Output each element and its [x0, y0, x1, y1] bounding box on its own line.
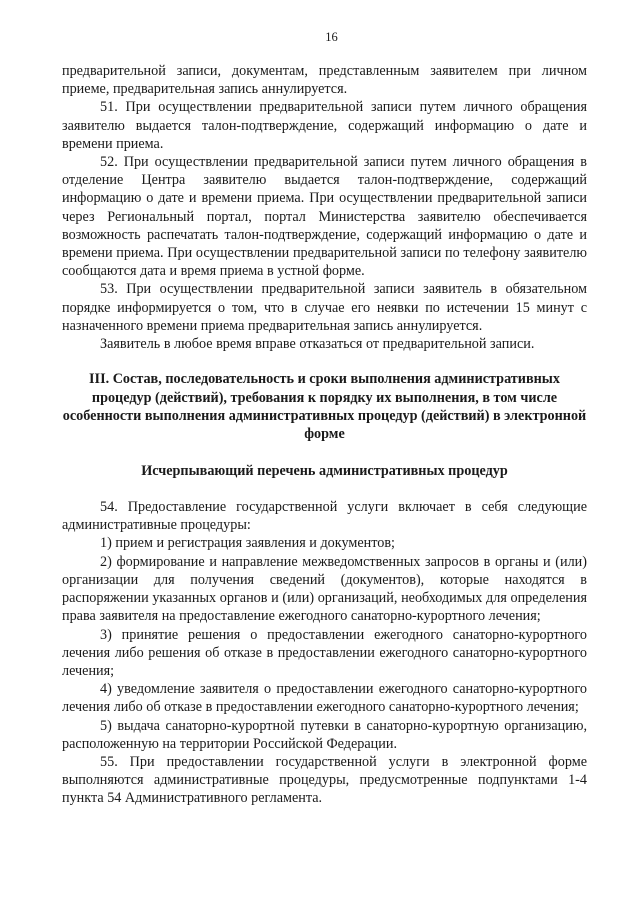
list-item-2: 2) формирование и направление межведомственных запросов в органы и (или) организации для получения сведений (документов), которые находятся в распоряжении указанных органов и (или) организаций, необходимых для определения права заявителя на предоставление ежегодного санаторно-курортного лечения;: [62, 553, 587, 625]
list-item-3: 3) принятие решения о предоставлении ежегодного санаторно-курортного лечения либо решения об отказе в предоставлении ежегодного санаторно-курортного лечения;: [62, 626, 587, 679]
paragraph-54: 54. Предоставление государственной услуги включает в себя следующие административные процедуры:: [62, 499, 587, 534]
list-item-4: 4) уведомление заявителя о предоставлении ежегодного санаторно-курортного лечения либо об отказе в предоставлении ежегодного санаторно-курортного лечения;: [62, 681, 587, 716]
paragraph-53: 53. При осуществлении предварительной записи заявитель в обязательном порядке информируется о том, что в случае его неявки по истечении 15 минут с назначенного времени приема предварительная запись аннулируется.: [62, 281, 587, 334]
paragraph-51: 51. При осуществлении предварительной записи путем личного обращения заявителю выдается талон-подтверждение, содержащий информацию о дате и времени приема.: [62, 99, 587, 152]
list-item-1: 1) прием и регистрация заявления и документов;: [100, 535, 395, 552]
paragraph-55: 55. При предоставлении государственной услуги в электронной форме выполняются административные процедуры, предусмотренные подпунктами 1-4 пункта 54 Административного регламента.: [62, 753, 587, 807]
list-item-5: 5) выдача санаторно-курортной путевки в санаторно-курортную организацию, расположенную на территории Российской Федерации.: [62, 717, 587, 752]
page-number: 16: [325, 30, 338, 44]
paragraph-52: 52. При осуществлении предварительной записи путем личного обращения в отделение Центра заявителю выдается талон-подтверждение, содержащий информацию о дате и времени приема. При осуществлении предварительной записи через Региональный портал, портал Министерства заявителю обеспечивается возможность распечатать талон-подтверждение, содержащий информацию о дате и времени приема. При осуществлении предварительной записи по телефону заявителю сообщаются дата и время приема в устной форме.: [62, 154, 587, 280]
paragraph-continuation: предварительной записи, документам, представленным заявителем при личном приеме, предварительная запись аннулируется.: [62, 63, 587, 98]
section-heading: III. Состав, последовательность и сроки выполнения административных процедур (действий), требования к порядку их выполнения, в том числе особенности выполнения административных процедур (действий) в электронной форме: [62, 371, 587, 443]
subheading: Исчерпывающий перечень административных процедур: [141, 462, 508, 479]
paragraph-refusal: Заявитель в любое время вправе отказаться от предварительной записи.: [100, 336, 535, 353]
